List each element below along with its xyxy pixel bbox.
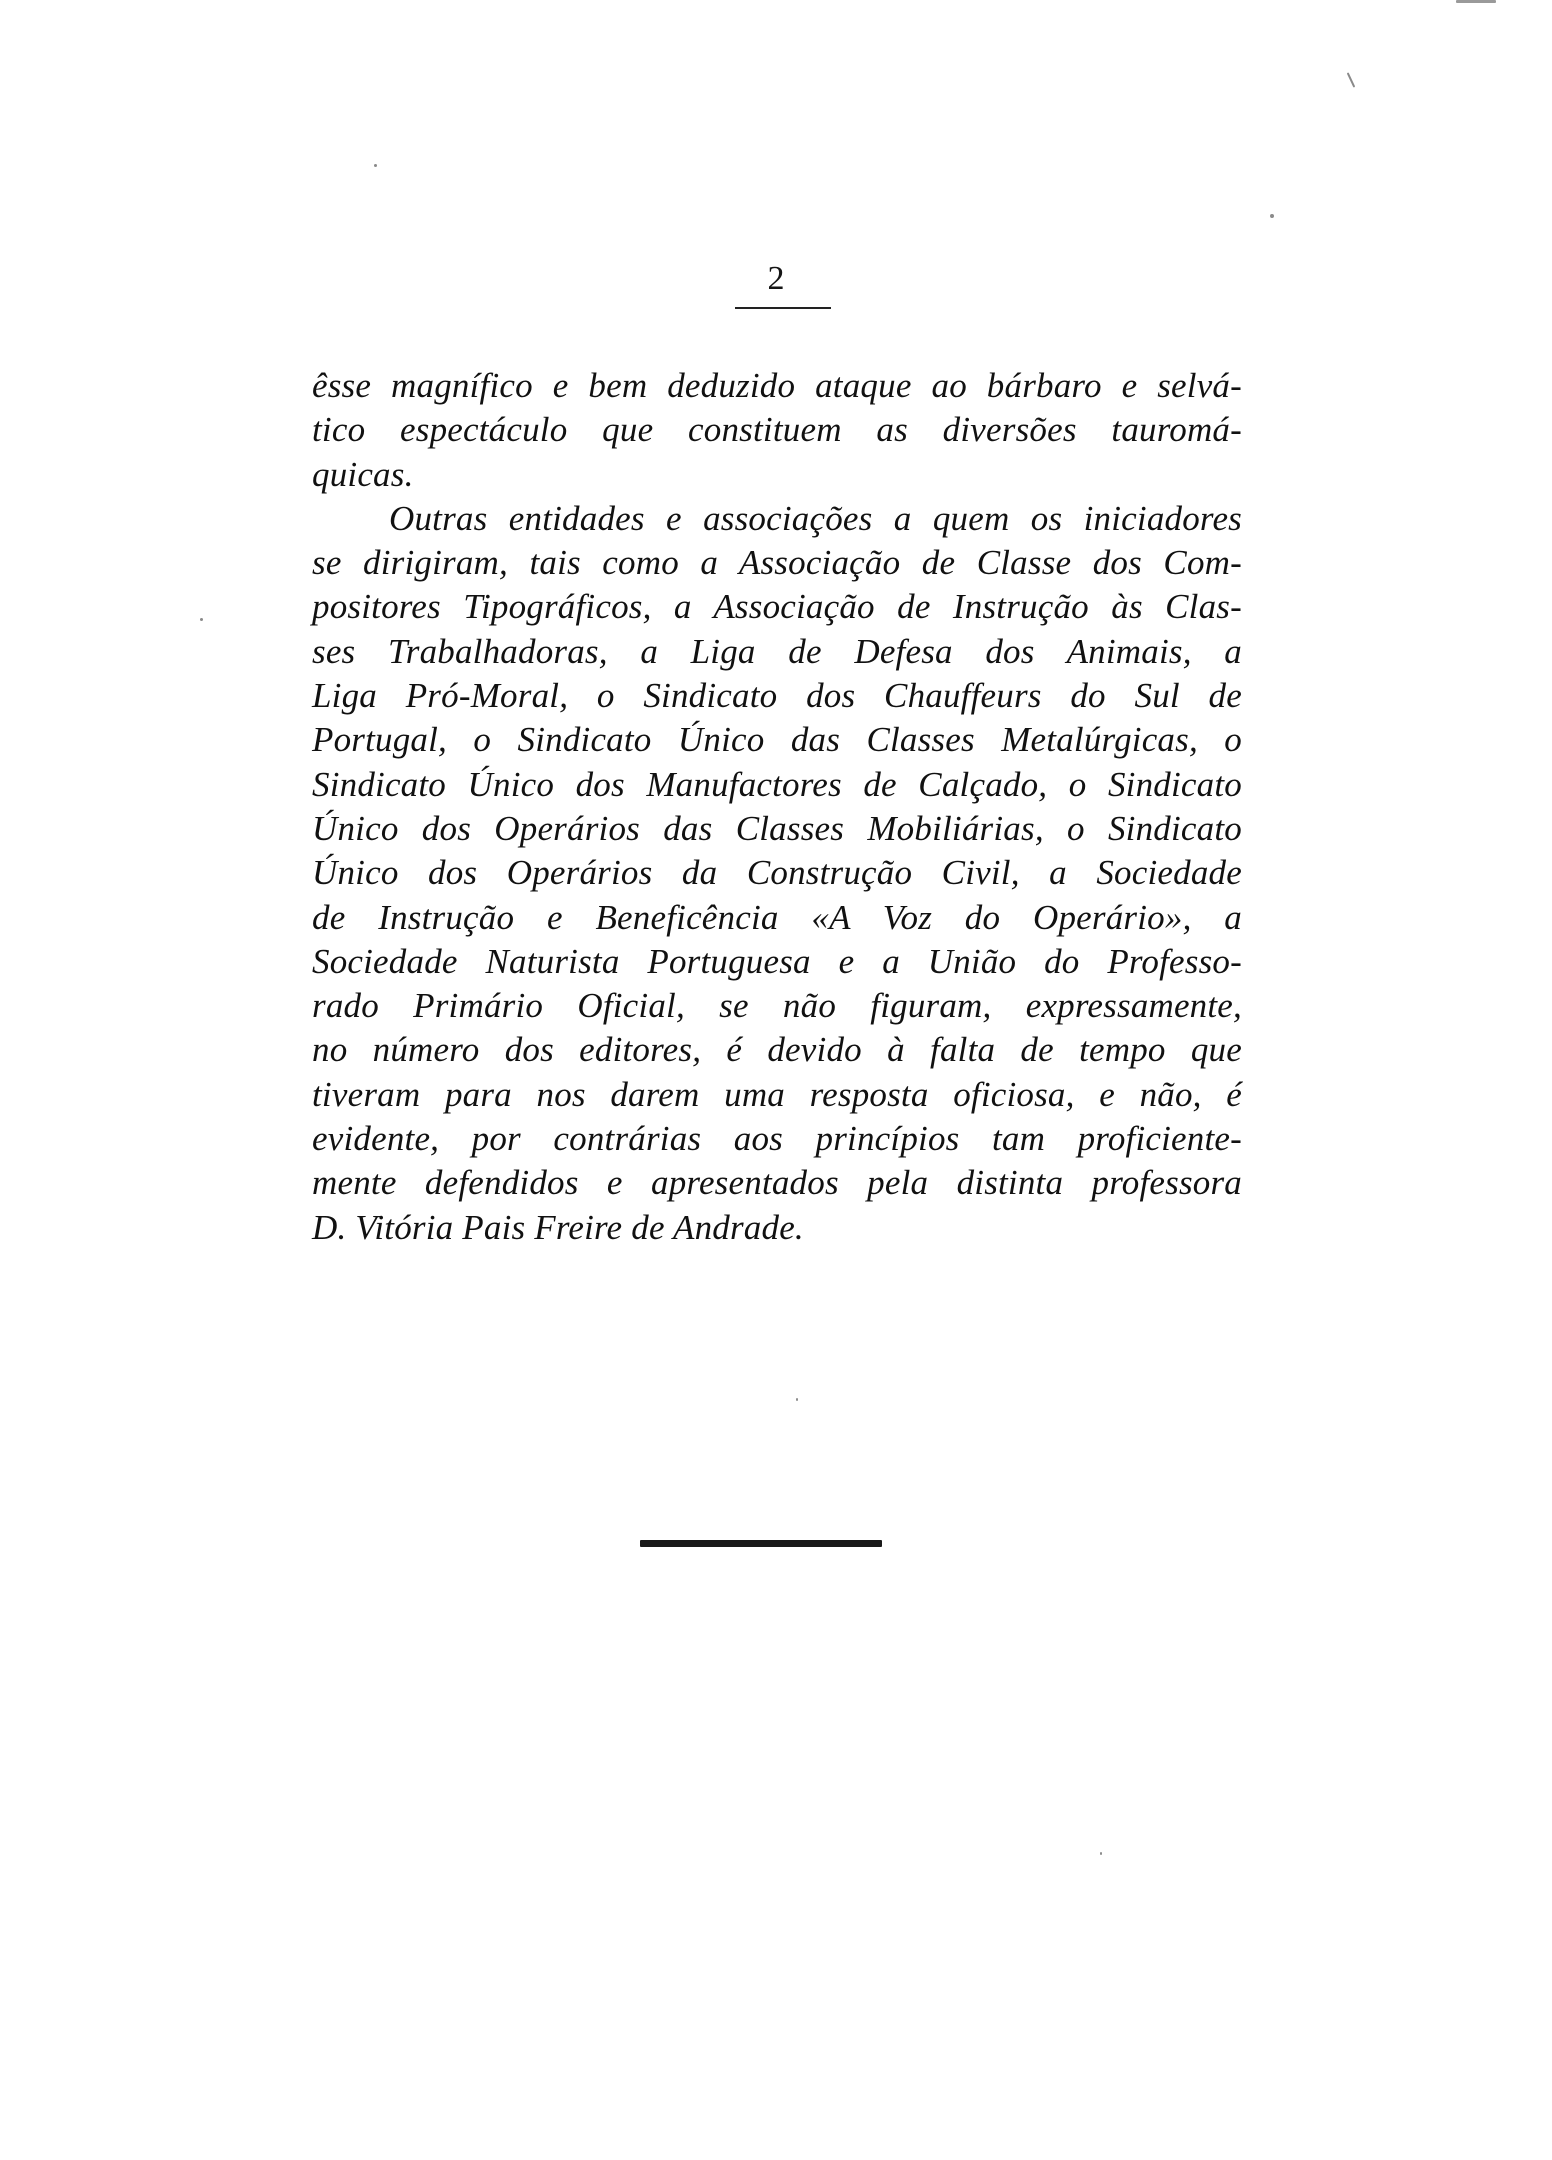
text-line: tico espectáculo que constituem as diversões tauromá- [312, 410, 1242, 450]
text-line: de Instrução e Beneficência «A Voz do Operário», a [312, 897, 1242, 937]
text-line: positores Tipográficos, a Associação de Instrução às Clas- [312, 587, 1242, 627]
text-line: êsse magnífico e bem deduzido ataque ao bárbaro e selvá- [312, 366, 1242, 405]
body-text [312, 364, 1242, 1250]
text-line: quicas. [312, 454, 414, 494]
text-line: mente defendidos e apresentados pela distinta professora [312, 1163, 1242, 1203]
scan-speck [1270, 214, 1274, 218]
text-line: D. Vitória Pais Freire de Andrade. [312, 1207, 804, 1247]
page-number-underline [735, 307, 831, 309]
scan-speck [1347, 72, 1356, 87]
text-line: evidente, por contrárias aos princípios tam proficiente- [312, 1119, 1242, 1159]
scan-speck [1100, 1852, 1102, 1855]
text-line: Portugal, o Sindicato Único das Classes Metalúrgicas, o [312, 720, 1242, 760]
page-number: 2 [767, 260, 785, 297]
text-line: ses Trabalhadoras, a Liga de Defesa dos Animais, a [312, 631, 1242, 671]
text-line: Sociedade Naturista Portuguesa e a União do Professo- [312, 941, 1242, 981]
text-line: Liga Pró-Moral, o Sindicato dos Chauffeurs do Sul de [312, 676, 1242, 716]
text-line: Único dos Operários das Classes Mobiliárias, o Sindicato [312, 808, 1242, 848]
scan-speck [374, 164, 377, 167]
text-line: tiveram para nos darem uma resposta oficiosa, e não, é [312, 1074, 1242, 1114]
paragraph-1 [312, 364, 1242, 497]
text-line: Outras entidades e associações a quem os iniciadores [389, 498, 1242, 538]
paragraph-2 [312, 497, 1242, 1250]
scan-speck [1456, 0, 1496, 3]
scan-speck [200, 618, 203, 621]
end-ornament-rule [640, 1540, 882, 1547]
scan-speck [796, 1398, 798, 1401]
text-line: Único dos Operários da Construção Civil, a Sociedade [312, 853, 1242, 893]
text-line: Sindicato Único dos Manufactores de Calçado, o Sindicato [312, 764, 1242, 804]
text-line: rado Primário Oficial, se não figuram, expressamente, [312, 986, 1242, 1026]
text-line: se dirigiram, tais como a Associação de Classe dos Com- [312, 543, 1242, 583]
text-line: no número dos editores, é devido à falta de tempo que [312, 1030, 1242, 1070]
